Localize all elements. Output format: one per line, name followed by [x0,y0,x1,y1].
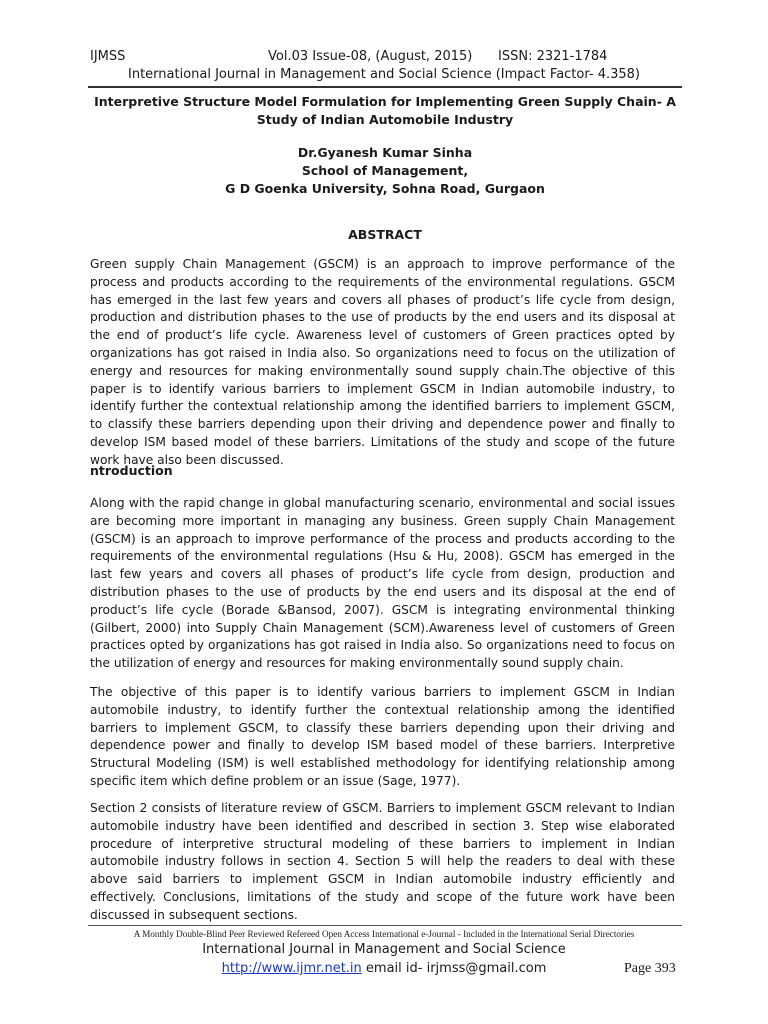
author-name: Dr.Gyanesh Kumar Sinha [297,145,473,160]
journal-abbreviation: IJMSS [90,49,126,64]
volume-issue: Vol.03 Issue-08, (August, 2015) [268,49,473,64]
abstract-heading: ABSTRACT [348,227,422,242]
abstract-text: Green supply Chain Management (GSCM) is an approach to improve performance of the process and products according to the requirements of the environmental regulations. GSCM has emerged in the last few years and covers all phases of product’s life cycle from design, production and distribution phases to the use of products by the end users and its disposal at the end of product’s life cycle. Awareness level of customers of Green practices opted by organizations has got raised in India also. So organizations need to focus on the utilization of energy and resources for making environmentally sound supply chain.The objective of this paper is to identify various barriers to implement GSCM in Indian automobile industry, to identify further the contextual relationship among the identified barriers to implement GSCM, to classify these barriers depending upon their driving and dependence power and finally to develop ISM based model of these barriers. Limitations of the study and scope of the future work have also been discussed. [90,257,675,467]
page-number: Page 393 [624,961,676,976]
footer-email: email id- irjmss@gmail.com [365,961,547,976]
journal-website-link[interactable]: http://www.ijmr.net.in [221,961,362,976]
footer-divider [88,925,682,926]
footer-journal-name: International Journal in Management and Social Science [202,942,566,957]
introduction-paragraph-2: The objective of this paper is to identify various barriers to implement GSCM in Indian automobile industry, to identify further the contextual relationship among the identified barriers to implement GSCM, to classify these barriers depending upon their driving and dependence power and finally to develop ISM based model of these barriers. Interpretive Structural Modeling (ISM) is well established methodology for identifying relationship among specific item which define problem or an issue (Sage, 1977). [90,685,675,788]
issn: ISSN: 2321-1784 [498,49,608,64]
running-header [90,47,690,67]
article-title: Interpretive Structure Model Formulation for Implementing Green Supply Chain- A Study of Indian Automobile Industry [94,94,676,127]
introduction-heading: ntroduction [90,463,173,478]
footer-note: A Monthly Double-Blind Peer Reviewed Refereed Open Access International e-Journal - Included in the International Serial Directories [133,929,635,939]
header-divider [88,86,682,88]
journal-name-header: International Journal in Management and Social Science (Impact Factor- 4.358) [128,67,640,82]
introduction-paragraph-3: Section 2 consists of literature review of GSCM. Barriers to implement GSCM relevant to Indian automobile industry have been identified and described in section 3. Step wise elaborated procedure of interpretive structural modeling of these barriers to implement in Indian automobile industry follows in section 4. Section 5 will help the readers to deal with these above said barriers to implement GSCM in Indian automobile industry efficiently and effectively. Conclusions, limitations of the study and scope of the future work have been discussed in subsequent sections. [90,801,675,922]
author-affiliation-university: G D Goenka University, Sohna Road, Gurgaon [225,181,545,196]
introduction-paragraph-1: Along with the rapid change in global manufacturing scenario, environmental and social issues are becoming more important in managing any business. Green supply Chain Management (GSCM) is an approach to improve performance of the process and products according to the requirements of the environmental regulations (Hsu & Hu, 2008). GSCM has emerged in the last few years and covers all phases of product’s life cycle from design, production and distribution phases to the use of products by the end users and its disposal at the end of product’s life cycle (Borade &Bansod, 2007). GSCM is integrating environmental thinking (Gilbert, 2000) into Supply Chain Management (SCM).Awareness level of customers of Green practices opted by organizations has got raised in India also. So organizations need to focus on the utilization of energy and resources for making environmentally sound supply chain. [90,496,675,671]
author-affiliation-school: School of Management, [301,163,469,178]
author-block [88,144,682,198]
